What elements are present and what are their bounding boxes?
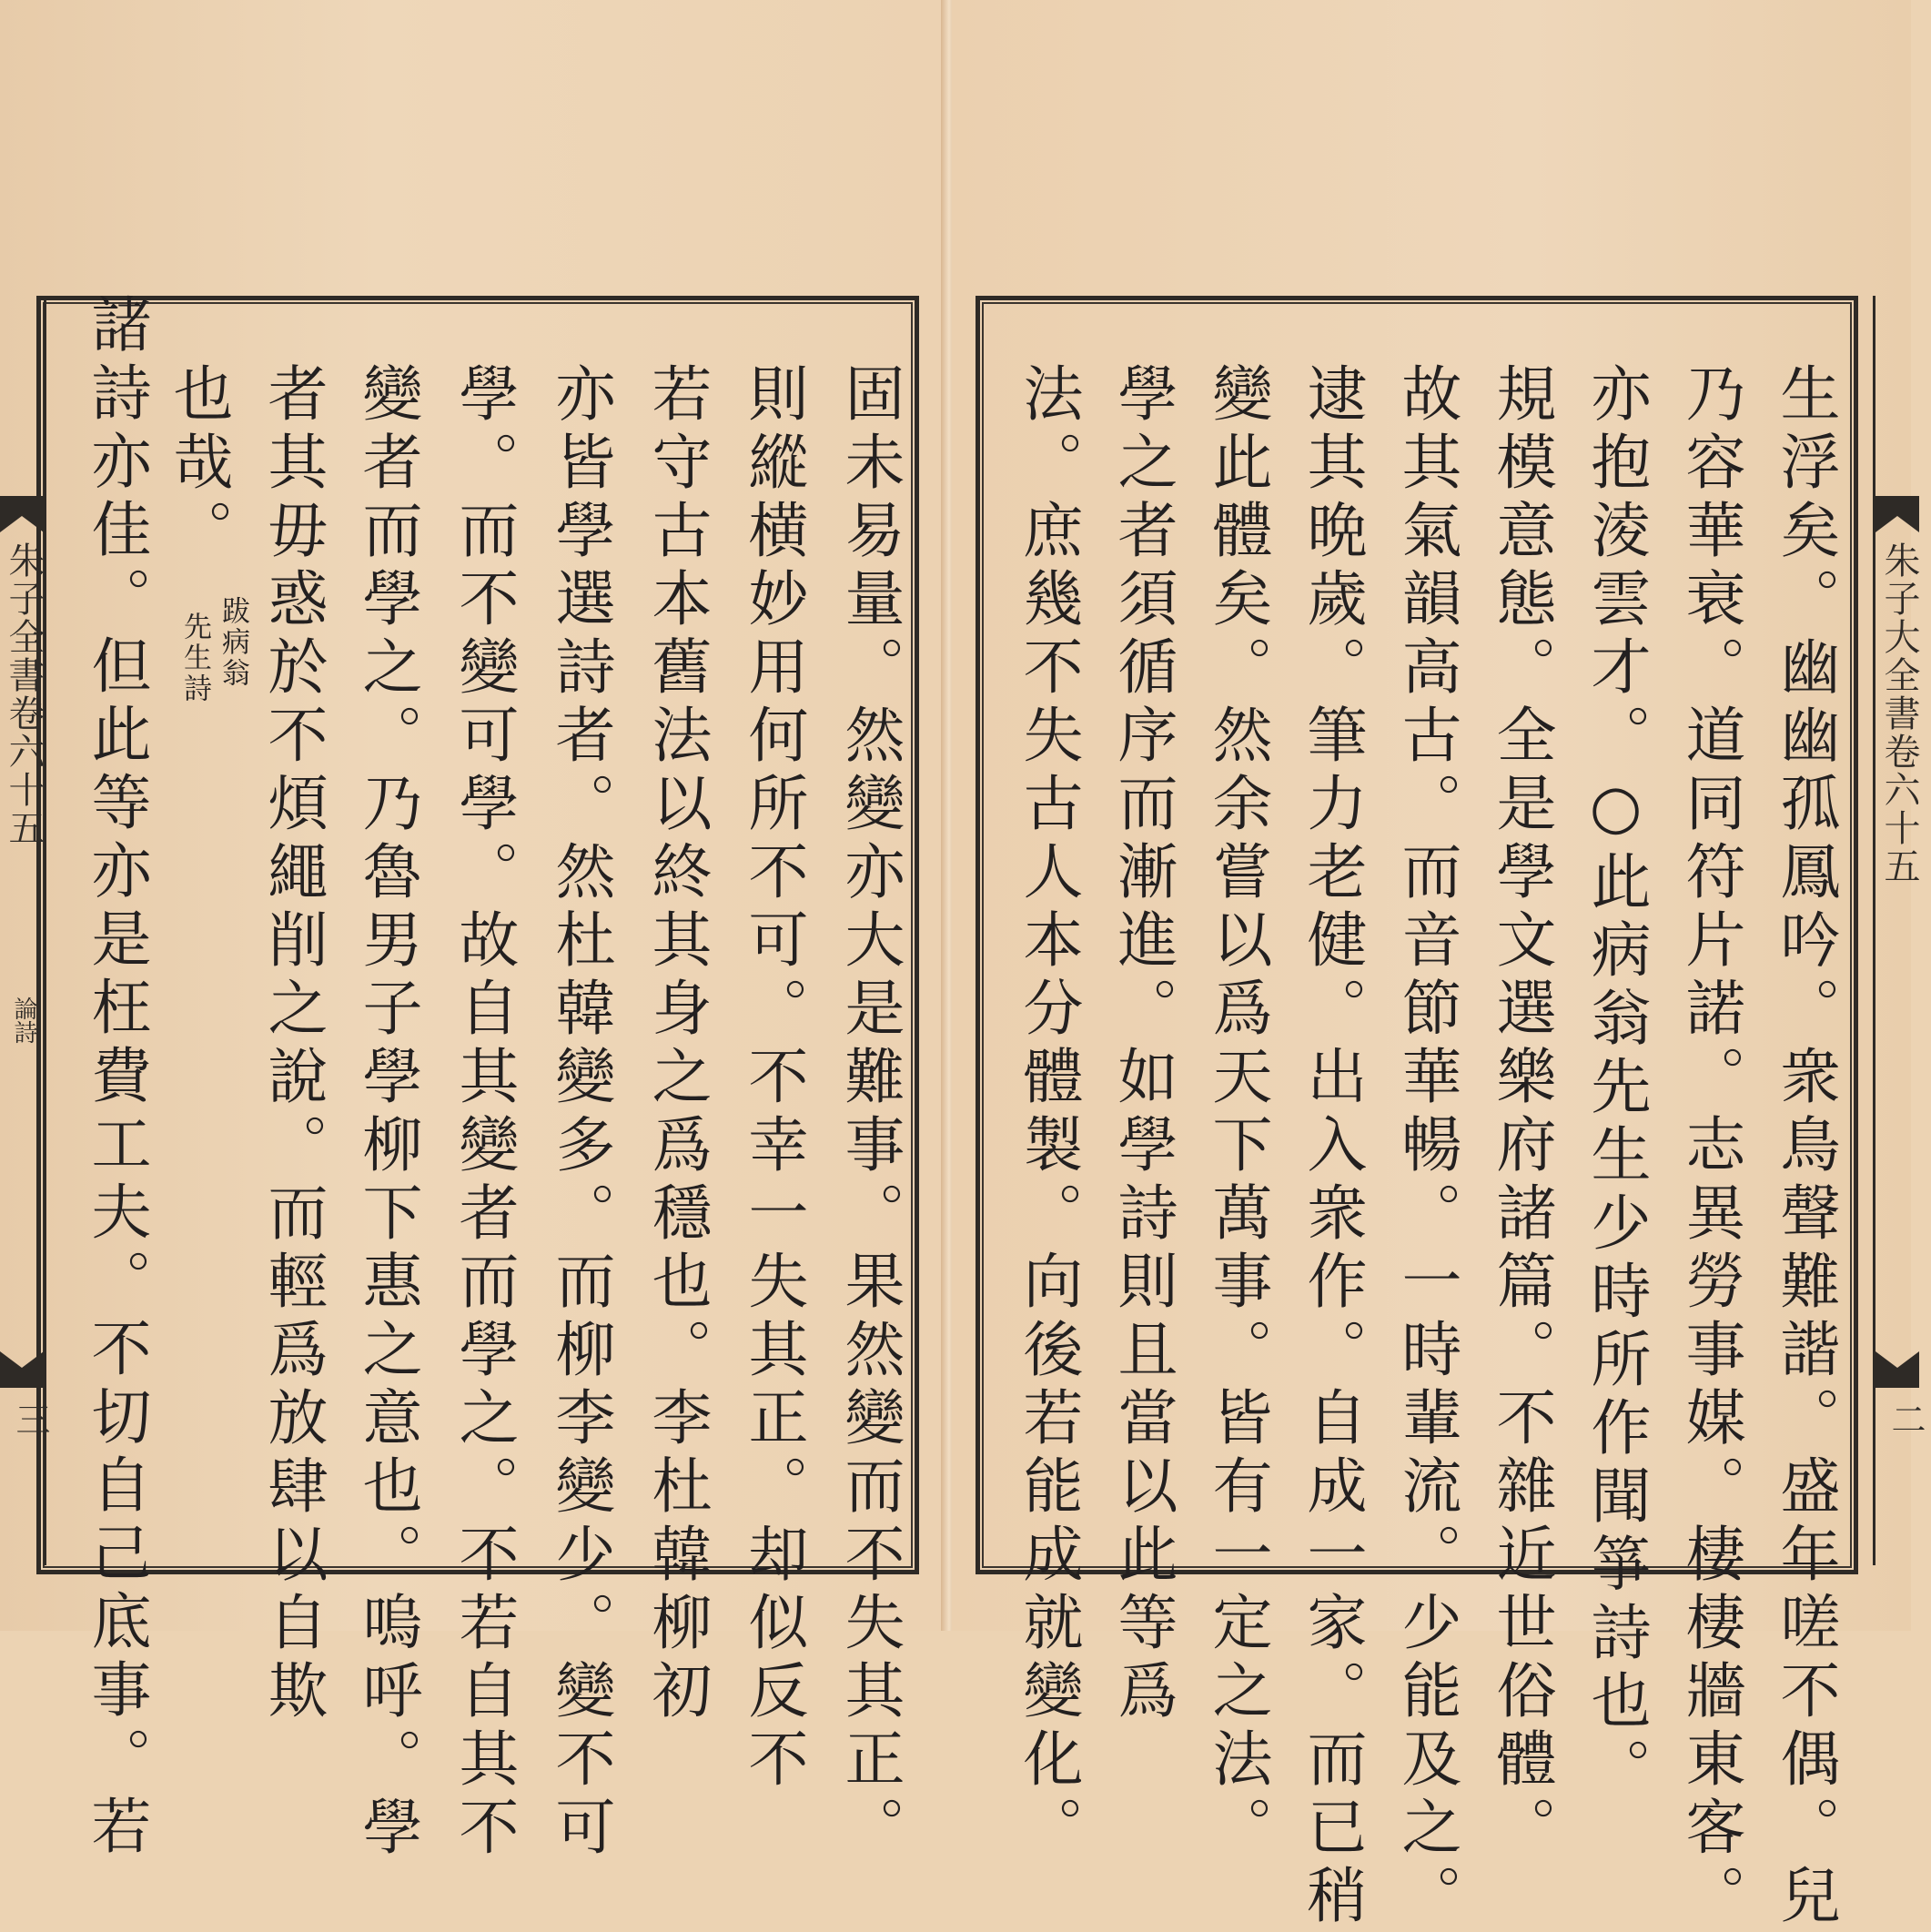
text-column: 學之者須循序而漸進。如學詩則且當以此等爲 [1107,362,1178,1727]
text-column: 者其毋惑於不煩繩削之說。而輕爲放肆以自欺 [258,362,328,1727]
text-column: 規模意態。全是學文選樂府諸篇。不雜近世俗體。 [1486,362,1556,1864]
text-column: 亦抱淩雲才。○此病翁先生少時所作聞箏詩也。 [1581,362,1651,1806]
inline-note: 先生詩 [178,612,211,704]
text-column: 學。而不變可學。故自其變者而學之。不若自其不 [449,362,519,1864]
banxin-title: 朱子大全書卷六十五 [1878,541,1920,885]
text-column: 亦皆學選詩者。然杜韓變多。而柳李變少。變不可 [545,362,615,1864]
text-column: 則縱横妙用何所不可。不幸一失其正。却似反不 [738,362,808,1795]
text-column: 也哉。 [163,362,233,567]
fish-tail-mark-top [0,496,44,532]
text-column: 固未易量。然變亦大是難事。果然變而不失其正。 [834,362,905,1864]
fish-tail-mark-bottom [0,1351,44,1388]
left-banxin [0,296,50,1565]
text-column: 逮其晩歲。筆力老健。出入衆作。自成一家。而已稍 [1297,362,1367,1932]
text-column-raised: 諸詩亦佳。但此等亦是枉費工夫。不切自己底事。若 [81,293,151,1863]
inline-note: 跋病翁 [217,596,249,689]
text-column: 變此體矣。然余嘗以爲天下萬事。皆有一定之法。 [1202,362,1272,1864]
text-column: 故其氣韻高古。而音節華暢。一時輩流。少能及之。 [1391,362,1461,1932]
text-column: 若守古本舊法以終其身之爲穩也。李杜韓柳初 [642,362,712,1727]
banxin-section: 論詩 [10,996,37,1044]
text-column: 生浮矣。幽幽孤鳳吟。衆鳥聲難諧。盛年嗟不偶。兒 [1770,362,1840,1932]
fish-tail-mark-top [1875,496,1919,532]
banxin-page-number: 三 [10,1401,50,1436]
banxin-page-number: 二 [1886,1401,1926,1436]
fish-tail-mark-bottom [1875,1351,1919,1388]
text-column: 法。庶幾不失古人本分體製。向後若能成就變化。 [1013,362,1083,1864]
banxin-title: 朱子全書卷六十五 [3,541,45,847]
right-banxin [1873,296,1926,1565]
text-column: 乃容華衰。道同符片諾。志異勞事媒。棲棲牆東客。 [1675,362,1745,1932]
text-column: 變者而學之。乃魯男子學柳下惠之意也。嗚呼。學 [352,362,422,1864]
